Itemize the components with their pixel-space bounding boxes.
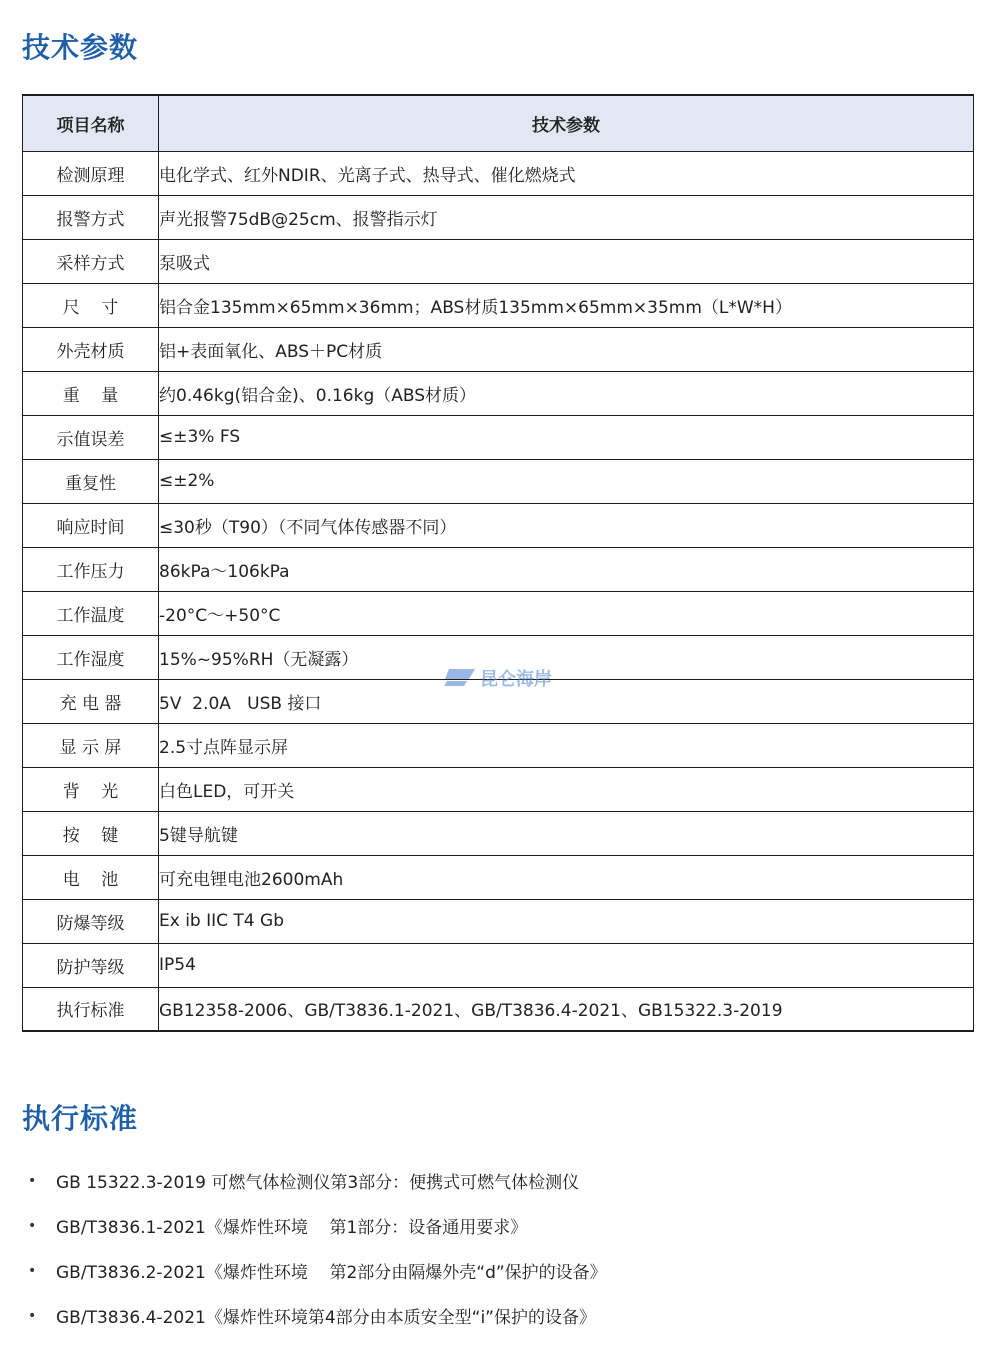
section-title-tech-params: 技术参数 [22,31,139,64]
standard-text: GB/T3836.2-2021《爆炸性环境 第2部分由隔爆外壳“d”保护的设备》 [56,1263,607,1283]
row-label: 背 光 [23,767,159,811]
row-value: Ex ib IIC T4 Gb [159,899,974,943]
list-item [28,1248,607,1293]
table-row [23,943,974,987]
table-row [23,591,974,635]
watermark-logo-icon [443,667,477,689]
standards-list [28,1158,607,1338]
row-value: 5V 2.0A USB 接口 [159,679,974,723]
row-value: 5键导航键 [159,811,974,855]
row-value: 铝合金135mm×65mm×36mm；ABS材质135mm×65mm×35mm（L*W*H） [159,283,974,327]
row-label: 充 电 器 [23,679,159,723]
table-row [23,503,974,547]
row-label: 工作湿度 [23,635,159,679]
table-row [23,547,974,591]
table-row [23,151,974,195]
row-value: IP54 [159,943,974,987]
row-label: 显 示 屏 [23,723,159,767]
standard-text: GB/T3836.1-2021《爆炸性环境 第1部分：设备通用要求》 [56,1218,528,1238]
row-value: ≤±3% FS [159,415,974,459]
row-label: 防爆等级 [23,899,159,943]
standard-text: GB/T3836.4-2021《爆炸性环境第4部分由本质安全型“i”保护的设备》 [56,1308,596,1328]
row-value: 2.5寸点阵显示屏 [159,723,974,767]
bullet-icon: • [28,1307,37,1324]
row-label: 按 键 [23,811,159,855]
row-value: 可充电锂电池2600mAh [159,855,974,899]
table-row [23,283,974,327]
table-row [23,459,974,503]
header-item-name: 项目名称 [23,95,159,151]
list-item [28,1293,607,1338]
row-label: 采样方式 [23,239,159,283]
spec-table [22,94,974,1032]
row-label: 重复性 [23,459,159,503]
table-row [23,899,974,943]
list-item [28,1203,607,1248]
row-label: 工作温度 [23,591,159,635]
section-title-standards: 执行标准 [22,1102,139,1135]
row-value: 声光报警75dB@25cm、报警指示灯 [159,195,974,239]
row-value: 约0.46kg(铝合金)、0.16kg（ABS材质） [159,371,974,415]
row-value: -20°C～+50°C [159,591,974,635]
list-item [28,1158,607,1203]
row-label: 防护等级 [23,943,159,987]
row-value: 白色LED，可开关 [159,767,974,811]
row-value: 86kPa～106kPa [159,547,974,591]
standard-text: GB 15322.3-2019 可燃气体检测仪第3部分：便携式可燃气体检测仪 [56,1173,580,1193]
bullet-icon: • [28,1262,37,1279]
row-value: 15%~95%RH（无凝露） [159,635,974,679]
row-value: 泵吸式 [159,239,974,283]
row-label: 响应时间 [23,503,159,547]
table-row [23,195,974,239]
bullet-icon: • [28,1172,37,1189]
table-row [23,811,974,855]
row-value: GB12358-2006、GB/T3836.1-2021、GB/T3836.4-2021、GB15322.3-2019 [159,987,974,1031]
table-row [23,239,974,283]
table-row [23,327,974,371]
row-label: 检测原理 [23,151,159,195]
row-label: 电 池 [23,855,159,899]
row-value: 铝+表面氧化、ABS＋PC材质 [159,327,974,371]
table-row [23,415,974,459]
row-label: 尺 寸 [23,283,159,327]
row-label: 重 量 [23,371,159,415]
row-label: 示值误差 [23,415,159,459]
watermark-text: 昆仑海岸 [480,669,552,689]
row-label: 外壳材质 [23,327,159,371]
spec-table-body [23,151,974,1031]
row-value: ≤±2% [159,459,974,503]
bullet-icon: • [28,1217,37,1234]
table-row [23,371,974,415]
table-row [23,723,974,767]
table-row [23,767,974,811]
header-tech-params: 技术参数 [159,95,974,151]
row-label: 工作压力 [23,547,159,591]
row-label: 执行标准 [23,987,159,1031]
row-label: 报警方式 [23,195,159,239]
watermark-logo [443,665,552,691]
table-row [23,987,974,1031]
table-header-row [23,95,974,151]
row-value: ≤30秒（T90）（不同气体传感器不同） [159,503,974,547]
table-row [23,855,974,899]
row-value: 电化学式、红外NDIR、光离子式、热导式、催化燃烧式 [159,151,974,195]
